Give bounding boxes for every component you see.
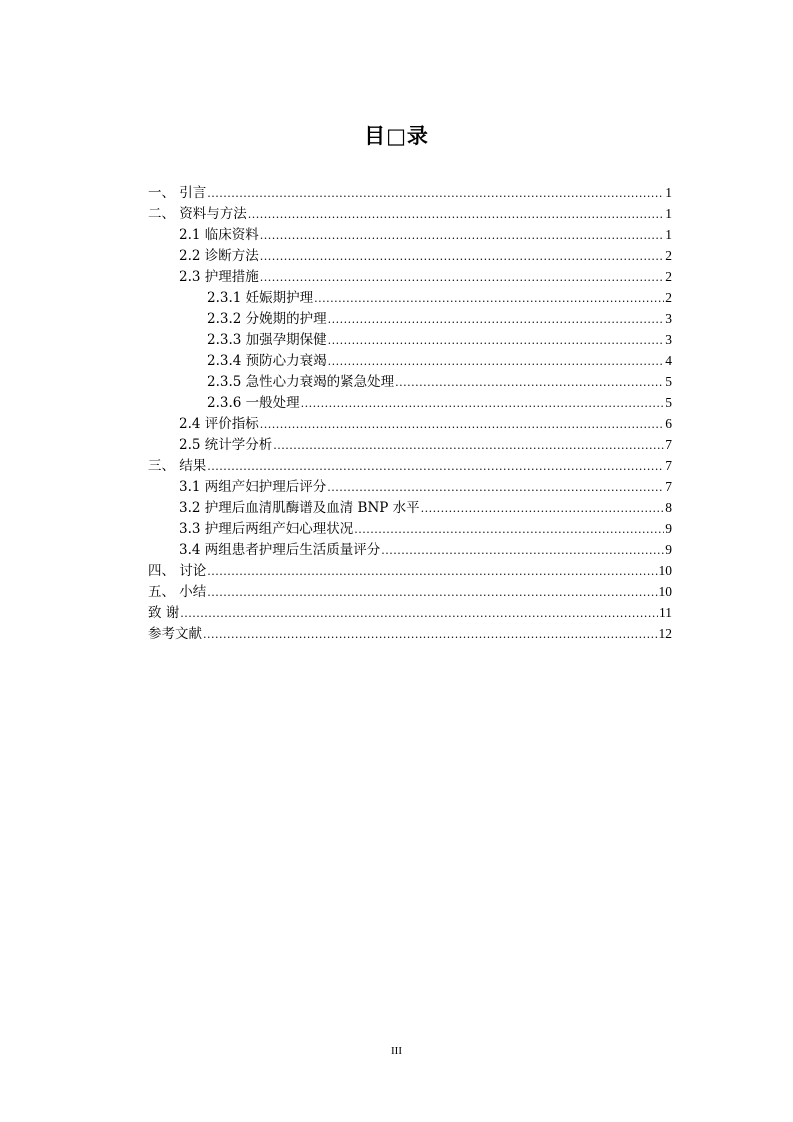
toc-entry-label: 2.3.6 一般处理 bbox=[207, 395, 300, 411]
toc-entry-label: 2.3.5 急性心力衰竭的紧急处理 bbox=[207, 374, 395, 390]
toc-entry-label: 2.3.3 加强孕期保健 bbox=[207, 332, 327, 348]
toc-entry-page: 4 bbox=[665, 353, 672, 368]
toc-leader-dots bbox=[260, 267, 664, 288]
toc-entry-label: 3.1 两组产妇护理后评分 bbox=[179, 479, 327, 495]
table-of-contents bbox=[148, 182, 672, 644]
toc-leader-dots bbox=[207, 183, 664, 204]
toc-entry-label: 四、 讨论 bbox=[148, 563, 207, 579]
toc-entry-label: 2.3 护理措施 bbox=[179, 269, 259, 285]
toc-entry-page: 6 bbox=[665, 416, 672, 431]
toc-entry-acknowledgements[interactable] bbox=[148, 602, 672, 623]
toc-entry-2-3-2[interactable] bbox=[148, 308, 672, 329]
toc-entry-3-4[interactable] bbox=[148, 539, 672, 560]
toc-leader-dots bbox=[273, 435, 664, 456]
toc-leader-dots bbox=[395, 372, 664, 393]
toc-entry-label: 参考文献 bbox=[148, 626, 202, 642]
toc-entry-label: 2.3.2 分娩期的护理 bbox=[207, 311, 327, 327]
toc-entry-3-1[interactable] bbox=[148, 476, 672, 497]
toc-entry-label: 三、 结果 bbox=[148, 458, 207, 474]
toc-entry-label: 2.4 评价指标 bbox=[179, 416, 259, 432]
toc-leader-dots bbox=[381, 540, 664, 561]
toc-leader-dots bbox=[207, 561, 657, 582]
toc-entry-materials-methods[interactable] bbox=[148, 203, 672, 224]
toc-entry-page: 2 bbox=[665, 269, 672, 284]
toc-entry-page: 5 bbox=[665, 395, 672, 410]
toc-entry-2-3-5[interactable] bbox=[148, 371, 672, 392]
toc-leader-dots bbox=[207, 456, 664, 477]
page-number: III bbox=[391, 1045, 402, 1057]
toc-entry-label: 二、 资料与方法 bbox=[148, 206, 247, 222]
toc-entry-label: 2.1 临床资料 bbox=[179, 227, 259, 243]
toc-leader-dots bbox=[328, 330, 665, 351]
toc-leader-dots bbox=[203, 624, 658, 645]
toc-entry-references[interactable] bbox=[148, 623, 672, 644]
toc-entry-page: 1 bbox=[665, 206, 672, 221]
toc-entry-page: 10 bbox=[658, 584, 672, 599]
toc-leader-dots bbox=[180, 603, 658, 624]
toc-entry-label: 一、 引言 bbox=[148, 185, 207, 201]
toc-entry-introduction[interactable] bbox=[148, 182, 672, 203]
toc-entry-3-2[interactable] bbox=[148, 497, 672, 518]
toc-entry-page: 10 bbox=[658, 563, 672, 578]
toc-entry-2-3-1[interactable] bbox=[148, 287, 672, 308]
toc-entry-label: 3.2 护理后血清肌酶谱及血清 BNP 水平 bbox=[179, 500, 420, 516]
toc-entry-2-3-3[interactable] bbox=[148, 329, 672, 350]
toc-leader-dots bbox=[328, 351, 665, 372]
toc-entry-page: 3 bbox=[665, 332, 672, 347]
toc-entry-page: 1 bbox=[665, 185, 672, 200]
toc-entry-label: 2.5 统计学分析 bbox=[179, 437, 273, 453]
toc-leader-dots bbox=[260, 225, 664, 246]
toc-entry-label: 2.3.4 预防心力衰竭 bbox=[207, 353, 327, 369]
toc-entry-2-4[interactable] bbox=[148, 413, 672, 434]
toc-entry-label: 2.2 诊断方法 bbox=[179, 248, 259, 264]
toc-entry-3-3[interactable] bbox=[148, 518, 672, 539]
toc-title: 目□录 bbox=[364, 124, 429, 148]
toc-entry-page: 2 bbox=[665, 248, 672, 263]
toc-entry-page: 7 bbox=[665, 479, 672, 494]
toc-entry-label: 致 谢 bbox=[148, 605, 180, 621]
toc-leader-dots bbox=[328, 309, 665, 330]
toc-entry-2-5[interactable] bbox=[148, 434, 672, 455]
toc-entry-2-3[interactable] bbox=[148, 266, 672, 287]
toc-leader-dots bbox=[327, 477, 664, 498]
toc-entry-discussion[interactable] bbox=[148, 560, 672, 581]
toc-entry-label: 2.3.1 妊娠期护理 bbox=[207, 290, 314, 306]
toc-entry-page: 12 bbox=[658, 626, 672, 641]
toc-entry-page: 8 bbox=[665, 500, 672, 515]
toc-entry-2-3-6[interactable] bbox=[148, 392, 672, 413]
toc-entry-page: 2 bbox=[665, 290, 672, 305]
toc-entry-results[interactable] bbox=[148, 455, 672, 476]
toc-leader-dots bbox=[248, 204, 664, 225]
toc-entry-summary[interactable] bbox=[148, 581, 672, 602]
toc-leader-dots bbox=[207, 582, 657, 603]
toc-leader-dots bbox=[354, 519, 664, 540]
toc-entry-2-2[interactable] bbox=[148, 245, 672, 266]
toc-leader-dots bbox=[260, 246, 664, 267]
toc-entry-label: 3.3 护理后两组产妇心理状况 bbox=[179, 521, 354, 537]
toc-entry-label: 五、 小结 bbox=[148, 584, 207, 600]
toc-entry-page: 1 bbox=[665, 227, 672, 242]
toc-leader-dots bbox=[260, 414, 664, 435]
toc-entry-page: 3 bbox=[665, 311, 672, 326]
toc-leader-dots bbox=[301, 393, 665, 414]
toc-entry-page: 5 bbox=[665, 374, 672, 389]
toc-entry-page: 11 bbox=[659, 605, 672, 620]
toc-leader-dots bbox=[314, 288, 664, 309]
toc-entry-2-3-4[interactable] bbox=[148, 350, 672, 371]
toc-entry-page: 9 bbox=[665, 542, 672, 557]
toc-entry-page: 9 bbox=[665, 521, 672, 536]
toc-entry-page: 7 bbox=[665, 458, 672, 473]
toc-entry-label: 3.4 两组患者护理后生活质量评分 bbox=[179, 542, 381, 558]
toc-entry-page: 7 bbox=[665, 437, 672, 452]
toc-leader-dots bbox=[421, 498, 665, 519]
toc-entry-2-1[interactable] bbox=[148, 224, 672, 245]
